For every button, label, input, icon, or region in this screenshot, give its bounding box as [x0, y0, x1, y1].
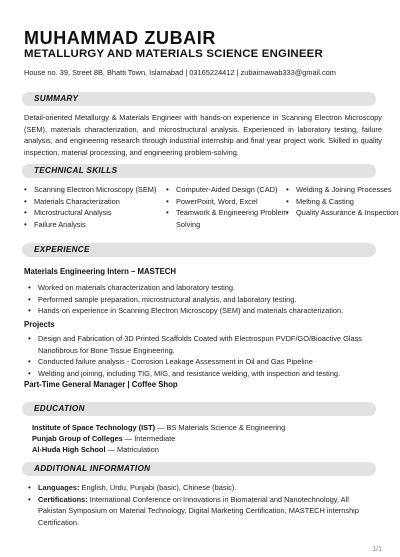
list-item: • Worked on materials characterization and laboratory testing. — [28, 282, 378, 294]
job-title-manager: Part-Time General Manager | Coffee Shop — [24, 380, 178, 389]
degree-detail: — BS Materials Science & Engineering — [155, 423, 286, 432]
skill-item: • Microstructural Analysis — [24, 207, 164, 219]
skill-item: • Failure Analysis — [24, 219, 164, 231]
school-name: Punjab Group of Colleges — [32, 434, 123, 443]
skill-item: • Scanning Electron Microscopy (SEM) — [24, 184, 164, 196]
education-entry — [32, 434, 175, 443]
candidate-headline: METALLURGY AND MATERIALS SCIENCE ENGINEER — [24, 48, 323, 60]
skill-item: • Teamwork & Engineering Problem Solving — [166, 207, 288, 230]
school-name: Institute of Space Technology (IST) — [32, 423, 156, 432]
page-indicator: 1/1 — [372, 546, 382, 553]
degree-detail: — Matriculation — [105, 445, 159, 454]
additional-heading: ADDITIONAL INFORMATION — [34, 464, 151, 473]
list-item: • Design and Fabrication of 3D Printed Scaffolds Coated with Electrospun PVDF/GO/Bioactive Glass Nanofibrous for Bone Tissue Engineering. — [28, 333, 378, 356]
skills-heading: TECHNICAL SKILLS — [34, 166, 118, 175]
skill-item: • PowerPoint, Word, Excel — [166, 196, 288, 208]
skills-column-2 — [166, 184, 288, 230]
list-item: • Conducted failure analysis - Corrosion Leakage Assessment in Oil and Gas Pipeline — [28, 356, 378, 368]
languages-item — [28, 482, 378, 494]
candidate-name: MUHAMMAD ZUBAIR — [24, 28, 216, 48]
degree-detail: — Intermediate — [122, 434, 176, 443]
skills-section-bar — [22, 164, 376, 178]
skill-item: • Melting & Casting — [286, 196, 400, 208]
intern-duties-list — [28, 282, 378, 317]
projects-heading: Projects — [24, 320, 55, 329]
list-item: • Hands-on experience in Scanning Electron Microscopy (SEM) and materials characterization. — [28, 305, 378, 317]
skill-item: • Quality Assurance & Inspection — [286, 207, 400, 219]
skill-item: • Materials Characterization — [24, 196, 164, 208]
education-section-bar — [22, 402, 376, 416]
additional-info-list — [28, 482, 378, 528]
education-entry — [32, 445, 159, 454]
job-title-intern: Materials Engineering Intern – MASTECH — [24, 267, 177, 276]
contact-line: House no. 39, Street 8B, Bhatti Town, Islamabad | 03165224412 | zubairnawab333@gmail.com — [24, 68, 336, 77]
experience-section-bar — [22, 243, 376, 257]
experience-heading: EXPERIENCE — [34, 245, 90, 254]
education-entry — [32, 423, 285, 432]
list-item: • Performed sample preparation, microstructural analysis, and laboratory testing. — [28, 294, 378, 306]
list-item: • Welding and joining, including TIG, MIG, and resistance welding, with inspection and testing. — [28, 368, 378, 380]
summary-section-bar — [22, 92, 376, 106]
school-name: Al-Huda High School — [32, 445, 106, 454]
certifications-text: International Conference on Innovations in Biomaterial and Nanotechnology, All Pakistan Symposium on Material Technology, Digital Marketing Certification, MASTECH internship Certification. — [38, 494, 359, 527]
skills-column-1 — [24, 184, 164, 230]
summary-heading: SUMMARY — [34, 94, 79, 103]
languages-text: English, Urdu, Punjabi (basic), Chinese (basic). — [79, 483, 237, 492]
additional-section-bar — [22, 462, 376, 476]
skill-item: • Welding & Joining Processes — [286, 184, 400, 196]
education-heading: EDUCATION — [34, 404, 85, 413]
skills-column-3 — [286, 184, 400, 219]
skill-item: • Computer-Aided Design (CAD) — [166, 184, 288, 196]
certifications-label: Certifications: — [38, 494, 88, 504]
summary-text: Detail-oriented Metallurgy & Materials Engineer with hands-on experience in Scanning Electron Microscopy (SEM), materials characterization, and microstructural analysis. Experienced in laboratory testing, failure analysis, and engineering research through industrial internship and final year project work. Skilled in quality inspection, material processing, and engineering problem-solving. — [24, 113, 382, 157]
certifications-item — [28, 494, 378, 529]
projects-list — [28, 333, 378, 379]
languages-label: Languages: — [38, 483, 80, 492]
